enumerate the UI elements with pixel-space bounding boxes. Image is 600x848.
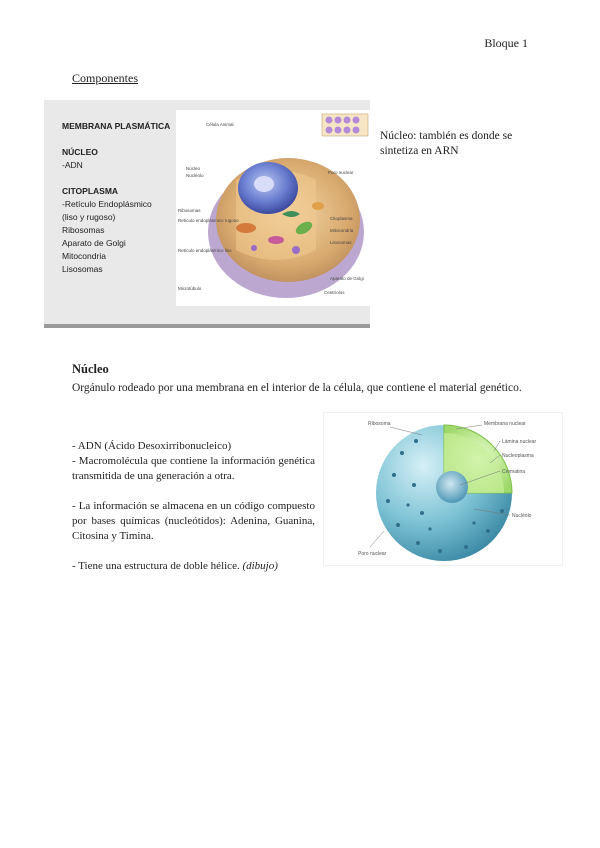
nucleo-definition: Orgánulo rodeado por una membrana en el interior de la célula, que contiene el material genético. — [72, 382, 522, 394]
slide-item: NÚCLEO — [62, 147, 98, 157]
cell-label: Poro nuclear — [328, 170, 354, 175]
cell-label: Aparato de Golgi — [330, 276, 364, 281]
cell-label: Mitocondria — [330, 228, 354, 233]
slide-item: -ADN — [62, 160, 83, 170]
cell-label: Citoplasma — [330, 216, 353, 221]
nucleus-diagram — [323, 412, 563, 566]
cell-label: Retículo endoplásmico liso — [178, 248, 232, 253]
bullet-doble-helice-text: - Tiene una estructura de doble hélice. — [72, 560, 240, 572]
nucleus-illustration — [324, 413, 562, 565]
slide-item: Mitocondria — [62, 251, 106, 261]
label-poro-nuclear: Poro nuclear — [358, 551, 387, 557]
slide-item: Ribosomas — [62, 225, 105, 235]
slide-item — [62, 172, 170, 185]
slide-item — [62, 133, 170, 146]
nucleo-heading: Núcleo — [72, 362, 109, 376]
slide-item: MEMBRANA PLASMÁTICA — [62, 121, 171, 131]
nucleo-bullets — [72, 439, 315, 589]
bullet-doble-helice — [72, 559, 315, 574]
bullet-codigo: - La información se almacena en un código compuesto por bases químicas (nucleótidos): Adenina, Guanina, Citosina y Timina. — [72, 500, 315, 542]
nucleo-note: Núcleo: también es donde se sintetiza en ARN — [380, 130, 513, 157]
slide-component-list — [62, 120, 170, 276]
cell-label: Ribosomas — [178, 208, 201, 213]
slide-item: Lisosomas — [62, 264, 103, 274]
tissue-thumbnail — [322, 114, 368, 136]
cell-label: Núcleo — [186, 166, 201, 171]
slide-item: Aparato de Golgi — [62, 238, 126, 248]
label-cromatina: Cromatina — [502, 469, 526, 475]
cell-label: Lisosomas — [330, 240, 352, 245]
label-nucleolo: Nucléolo — [512, 513, 532, 519]
animal-cell-diagram — [176, 110, 372, 306]
bullet-macromolecula: - Macromolécula que contiene la información genética transmitida de una generación a otra. — [72, 455, 315, 482]
bullet-adn: - ADN (Ácido Desoxirribonucleico) — [72, 440, 232, 452]
cell-label: Célula Animal — [206, 122, 234, 127]
cell-label: Centríolos — [324, 290, 345, 295]
label-membrana-nuclear: Membrana nuclear — [484, 421, 526, 427]
label-ribosoma: Ribosoma — [368, 421, 391, 427]
cell-label: Nucléolo — [186, 173, 204, 178]
slide-item: -Retículo Endoplásmico — [62, 199, 152, 209]
section-title: Componentes — [72, 71, 138, 85]
page-header: Bloque 1 — [484, 36, 528, 50]
cell-label: Retículo endoplásmico rugoso — [178, 218, 239, 223]
slide-item: (liso y rugoso) — [62, 212, 116, 222]
cell-slide — [44, 100, 370, 328]
label-nucleoplasma: Nucleoplasma — [502, 453, 534, 459]
bullet-dibujo-note: (dibujo) — [242, 560, 278, 572]
slide-item: CITOPLASMA — [62, 186, 119, 196]
label-lamina-nuclear: Lámina nuclear — [502, 439, 537, 445]
cell-label: Microtúbulo — [178, 286, 202, 291]
